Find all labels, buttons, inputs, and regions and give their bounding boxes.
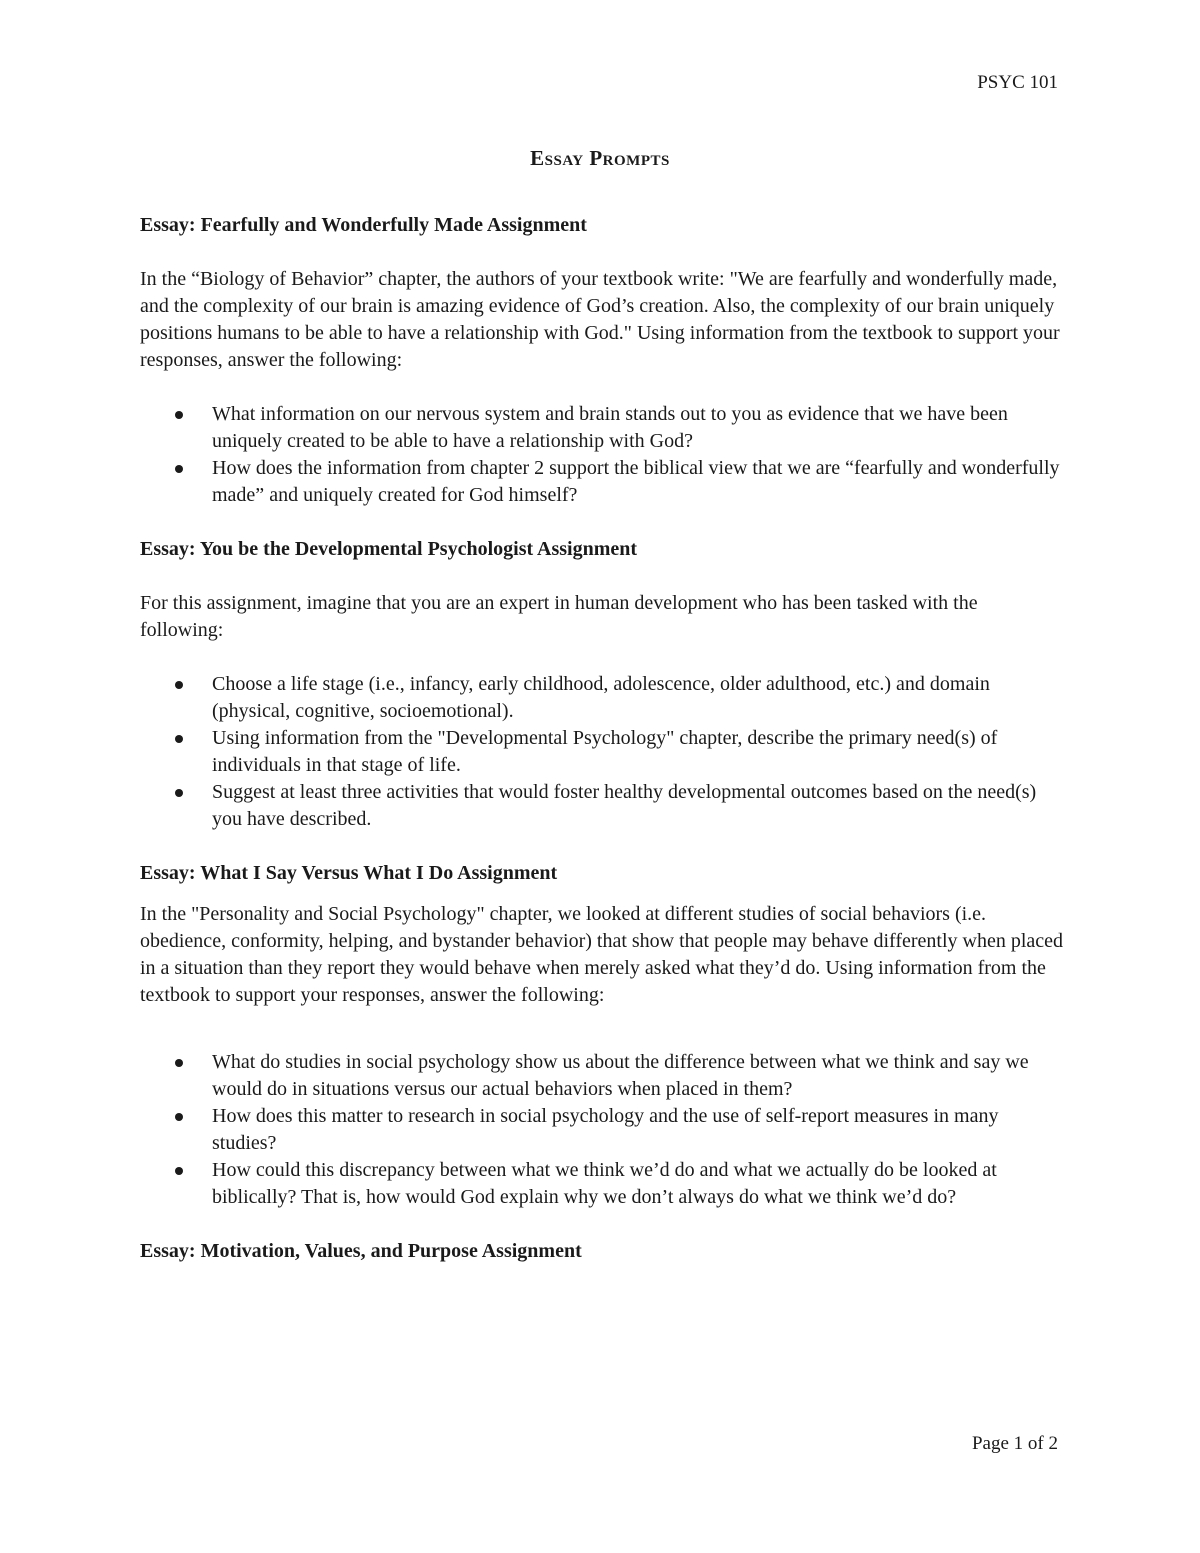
bullet-icon bbox=[175, 1113, 183, 1121]
list-item: How does the information from chapter 2 support the biblical view that we are “fearfully and wonderfully made” and uniquely created for God himself? bbox=[140, 455, 1065, 509]
bullet-icon bbox=[175, 735, 183, 743]
bullet-list-developmental bbox=[140, 671, 1065, 833]
bullet-list-say-versus-do bbox=[140, 1049, 1065, 1211]
course-code: PSYC 101 bbox=[977, 72, 1058, 93]
list-item: Using information from the "Developmental Psychology" chapter, describe the primary need(s) of individuals in that stage of life. bbox=[140, 725, 1065, 779]
document-body bbox=[140, 212, 1065, 1265]
list-item: Choose a life stage (i.e., infancy, early childhood, adolescence, older adulthood, etc.) and domain (physical, cognitive, socioemotional). bbox=[140, 671, 1065, 725]
section-intro-say-versus-do: In the "Personality and Social Psychology" chapter, we looked at different studies of social behaviors (i.e. obedience, conformity, helping, and bystander behavior) that show that people may behave differently when placed in a situation than they report they would behave when merely asked what they’d do. Using information from the textbook to support your responses, answer the following: bbox=[140, 903, 1064, 1006]
bullet-icon bbox=[175, 1167, 183, 1175]
section-heading-say-versus-do: Essay: What I Say Versus What I Do Assignment bbox=[140, 862, 558, 884]
bullet-icon bbox=[175, 465, 183, 473]
bullet-icon bbox=[175, 789, 183, 797]
section-intro-developmental: For this assignment, imagine that you are an expert in human development who has been tasked with the following: bbox=[140, 592, 978, 641]
bullet-list-fearfully-made bbox=[140, 401, 1065, 509]
list-item: What information on our nervous system and brain stands out to you as evidence that we have been uniquely created to be able to have a relationship with God? bbox=[140, 401, 1065, 455]
section-intro-fearfully-made: In the “Biology of Behavior” chapter, the authors of your textbook write: "We are fearfully and wonderfully made, and the complexity of our brain is amazing evidence of God’s creation. Also, the complexity of our brain uniquely positions humans to be able to have a relationship with God." Using information from the textbook to support your responses, answer the following: bbox=[140, 268, 1060, 371]
bullet-icon bbox=[175, 411, 183, 419]
list-item: How does this matter to research in social psychology and the use of self-report measures in many studies? bbox=[140, 1103, 1065, 1157]
list-item: What do studies in social psychology show us about the difference between what we think and say we would do in situations versus our actual behaviors when placed in them? bbox=[140, 1049, 1065, 1103]
section-heading-fearfully-made: Essay: Fearfully and Wonderfully Made Assignment bbox=[140, 214, 587, 236]
list-item: How could this discrepancy between what we think we’d do and what we actually do be looked at biblically? That is, how would God explain why we don’t always do what we think we’d do? bbox=[140, 1157, 1065, 1211]
document-title: Essay Prompts bbox=[530, 146, 670, 170]
section-heading-motivation: Essay: Motivation, Values, and Purpose Assignment bbox=[140, 1240, 582, 1262]
page-number: Page 1 of 2 bbox=[971, 1433, 1058, 1454]
bullet-icon bbox=[175, 1059, 183, 1067]
section-heading-developmental: Essay: You be the Developmental Psychologist Assignment bbox=[140, 538, 638, 560]
list-item: Suggest at least three activities that would foster healthy developmental outcomes based on the need(s) you have described. bbox=[140, 779, 1065, 833]
bullet-icon bbox=[175, 681, 183, 689]
